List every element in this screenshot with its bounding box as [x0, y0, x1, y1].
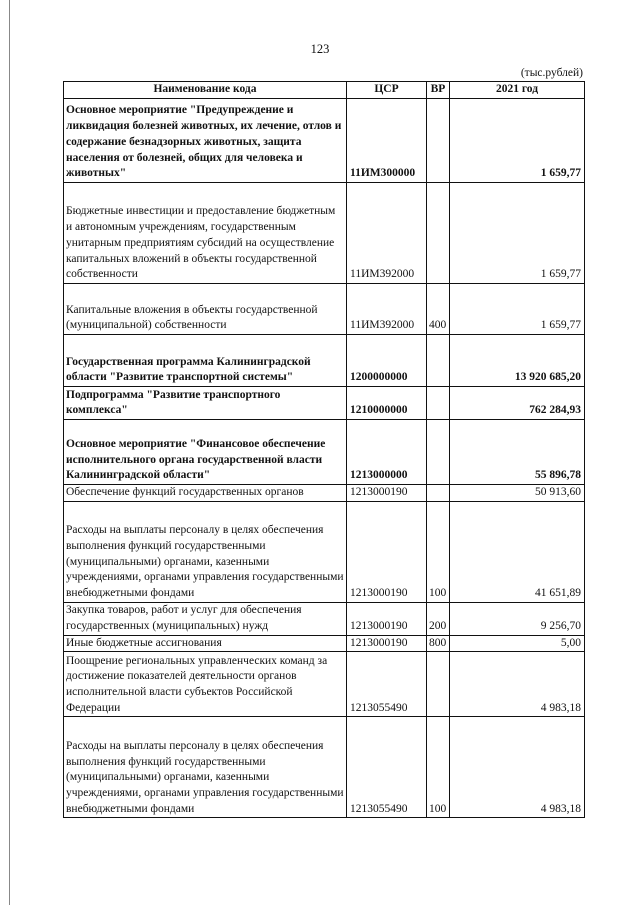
row-name: Иные бюджетные ассигнования — [64, 635, 347, 652]
row-amount: 55 896,78 — [450, 420, 585, 485]
row-vr — [427, 652, 450, 717]
table-row — [64, 183, 585, 284]
table-row — [64, 717, 585, 818]
row-vr: 100 — [427, 717, 450, 818]
table-row — [64, 284, 585, 335]
row-vr — [427, 335, 450, 387]
row-name: Капитальные вложения в объекты государственной (муниципальной) собственности — [64, 284, 347, 335]
row-name: Расходы на выплаты персоналу в целях обеспечения выполнения функций государственными (муниципальными) органами, казенными учреждениями, органами управления государственными внебюджетными фондами — [64, 501, 347, 602]
table-row — [64, 652, 585, 717]
table-row — [64, 335, 585, 387]
row-amount: 13 920 685,20 — [450, 335, 585, 387]
row-csr: 1213000190 — [347, 501, 427, 602]
table-row — [64, 485, 585, 502]
row-name: Подпрограмма "Развитие транспортного комплекса" — [64, 387, 347, 420]
row-csr: 1213000190 — [347, 602, 427, 635]
row-csr: 1213000190 — [347, 635, 427, 652]
table-row — [64, 99, 585, 183]
row-amount: 1 659,77 — [450, 284, 585, 335]
page-number: 123 — [310, 42, 330, 56]
left-margin-line — [9, 0, 10, 905]
row-csr: 11ИМ392000 — [347, 284, 427, 335]
row-amount: 50 913,60 — [450, 485, 585, 502]
row-csr: 1200000000 — [347, 335, 427, 387]
header-amount: 2021 год — [450, 82, 585, 99]
row-name: Государственная программа Калининградской области "Развитие транспортной системы" — [64, 335, 347, 387]
row-amount: 9 256,70 — [450, 602, 585, 635]
table-row — [64, 420, 585, 485]
row-vr — [427, 183, 450, 284]
row-amount: 1 659,77 — [450, 99, 585, 183]
row-amount: 4 983,18 — [450, 717, 585, 818]
row-name: Бюджетные инвестиции и предоставление бюджетным и автономным учреждениям, государственным унитарным предприятиям субсидий на осуществление капитальных вложений в объекты государственной собственности — [64, 183, 347, 284]
row-name: Закупка товаров, работ и услуг для обеспечения государственных (муниципальных) нужд — [64, 602, 347, 635]
row-amount: 5,00 — [450, 635, 585, 652]
table-row — [64, 501, 585, 602]
table-row — [64, 635, 585, 652]
row-amount: 762 284,93 — [450, 387, 585, 420]
row-csr: 1213000190 — [347, 485, 427, 502]
table-row — [64, 387, 585, 420]
row-csr: 1213055490 — [347, 717, 427, 818]
row-csr: 1210000000 — [347, 387, 427, 420]
row-name: Основное мероприятие "Предупреждение и ликвидация болезней животных, их лечение, отлов и содержание безнадзорных животных, защита населения от болезней, общих для человека и животных" — [64, 99, 347, 183]
row-name: Поощрение региональных управленческих команд за достижение показателей деятельности органов исполнительной власти субъектов Российской Федерации — [64, 652, 347, 717]
row-vr — [427, 387, 450, 420]
header-vr: ВР — [427, 82, 450, 99]
row-name: Основное мероприятие "Финансовое обеспечение исполнительного органа государственной власти Калининградской области" — [64, 420, 347, 485]
header-name: Наименование кода — [64, 82, 347, 99]
row-vr: 100 — [427, 501, 450, 602]
row-csr: 11ИМ300000 — [347, 99, 427, 183]
table-row — [64, 602, 585, 635]
row-vr — [427, 420, 450, 485]
row-vr — [427, 485, 450, 502]
header-csr: ЦСР — [347, 82, 427, 99]
row-csr: 1213055490 — [347, 652, 427, 717]
budget-table — [63, 81, 585, 818]
row-amount: 1 659,77 — [450, 183, 585, 284]
row-amount: 41 651,89 — [450, 501, 585, 602]
row-amount: 4 983,18 — [450, 652, 585, 717]
row-vr: 400 — [427, 284, 450, 335]
row-vr — [427, 99, 450, 183]
row-vr: 200 — [427, 602, 450, 635]
row-name: Обеспечение функций государственных органов — [64, 485, 347, 502]
row-name: Расходы на выплаты персоналу в целях обеспечения выполнения функций государственными (муниципальными) органами, казенными учреждениями, органами управления государственными внебюджетными фондами — [64, 717, 347, 818]
row-vr: 800 — [427, 635, 450, 652]
row-csr: 11ИМ392000 — [347, 183, 427, 284]
row-csr: 1213000000 — [347, 420, 427, 485]
table-header-row — [64, 82, 585, 99]
units-label: (тыс.рублей) — [520, 67, 583, 79]
